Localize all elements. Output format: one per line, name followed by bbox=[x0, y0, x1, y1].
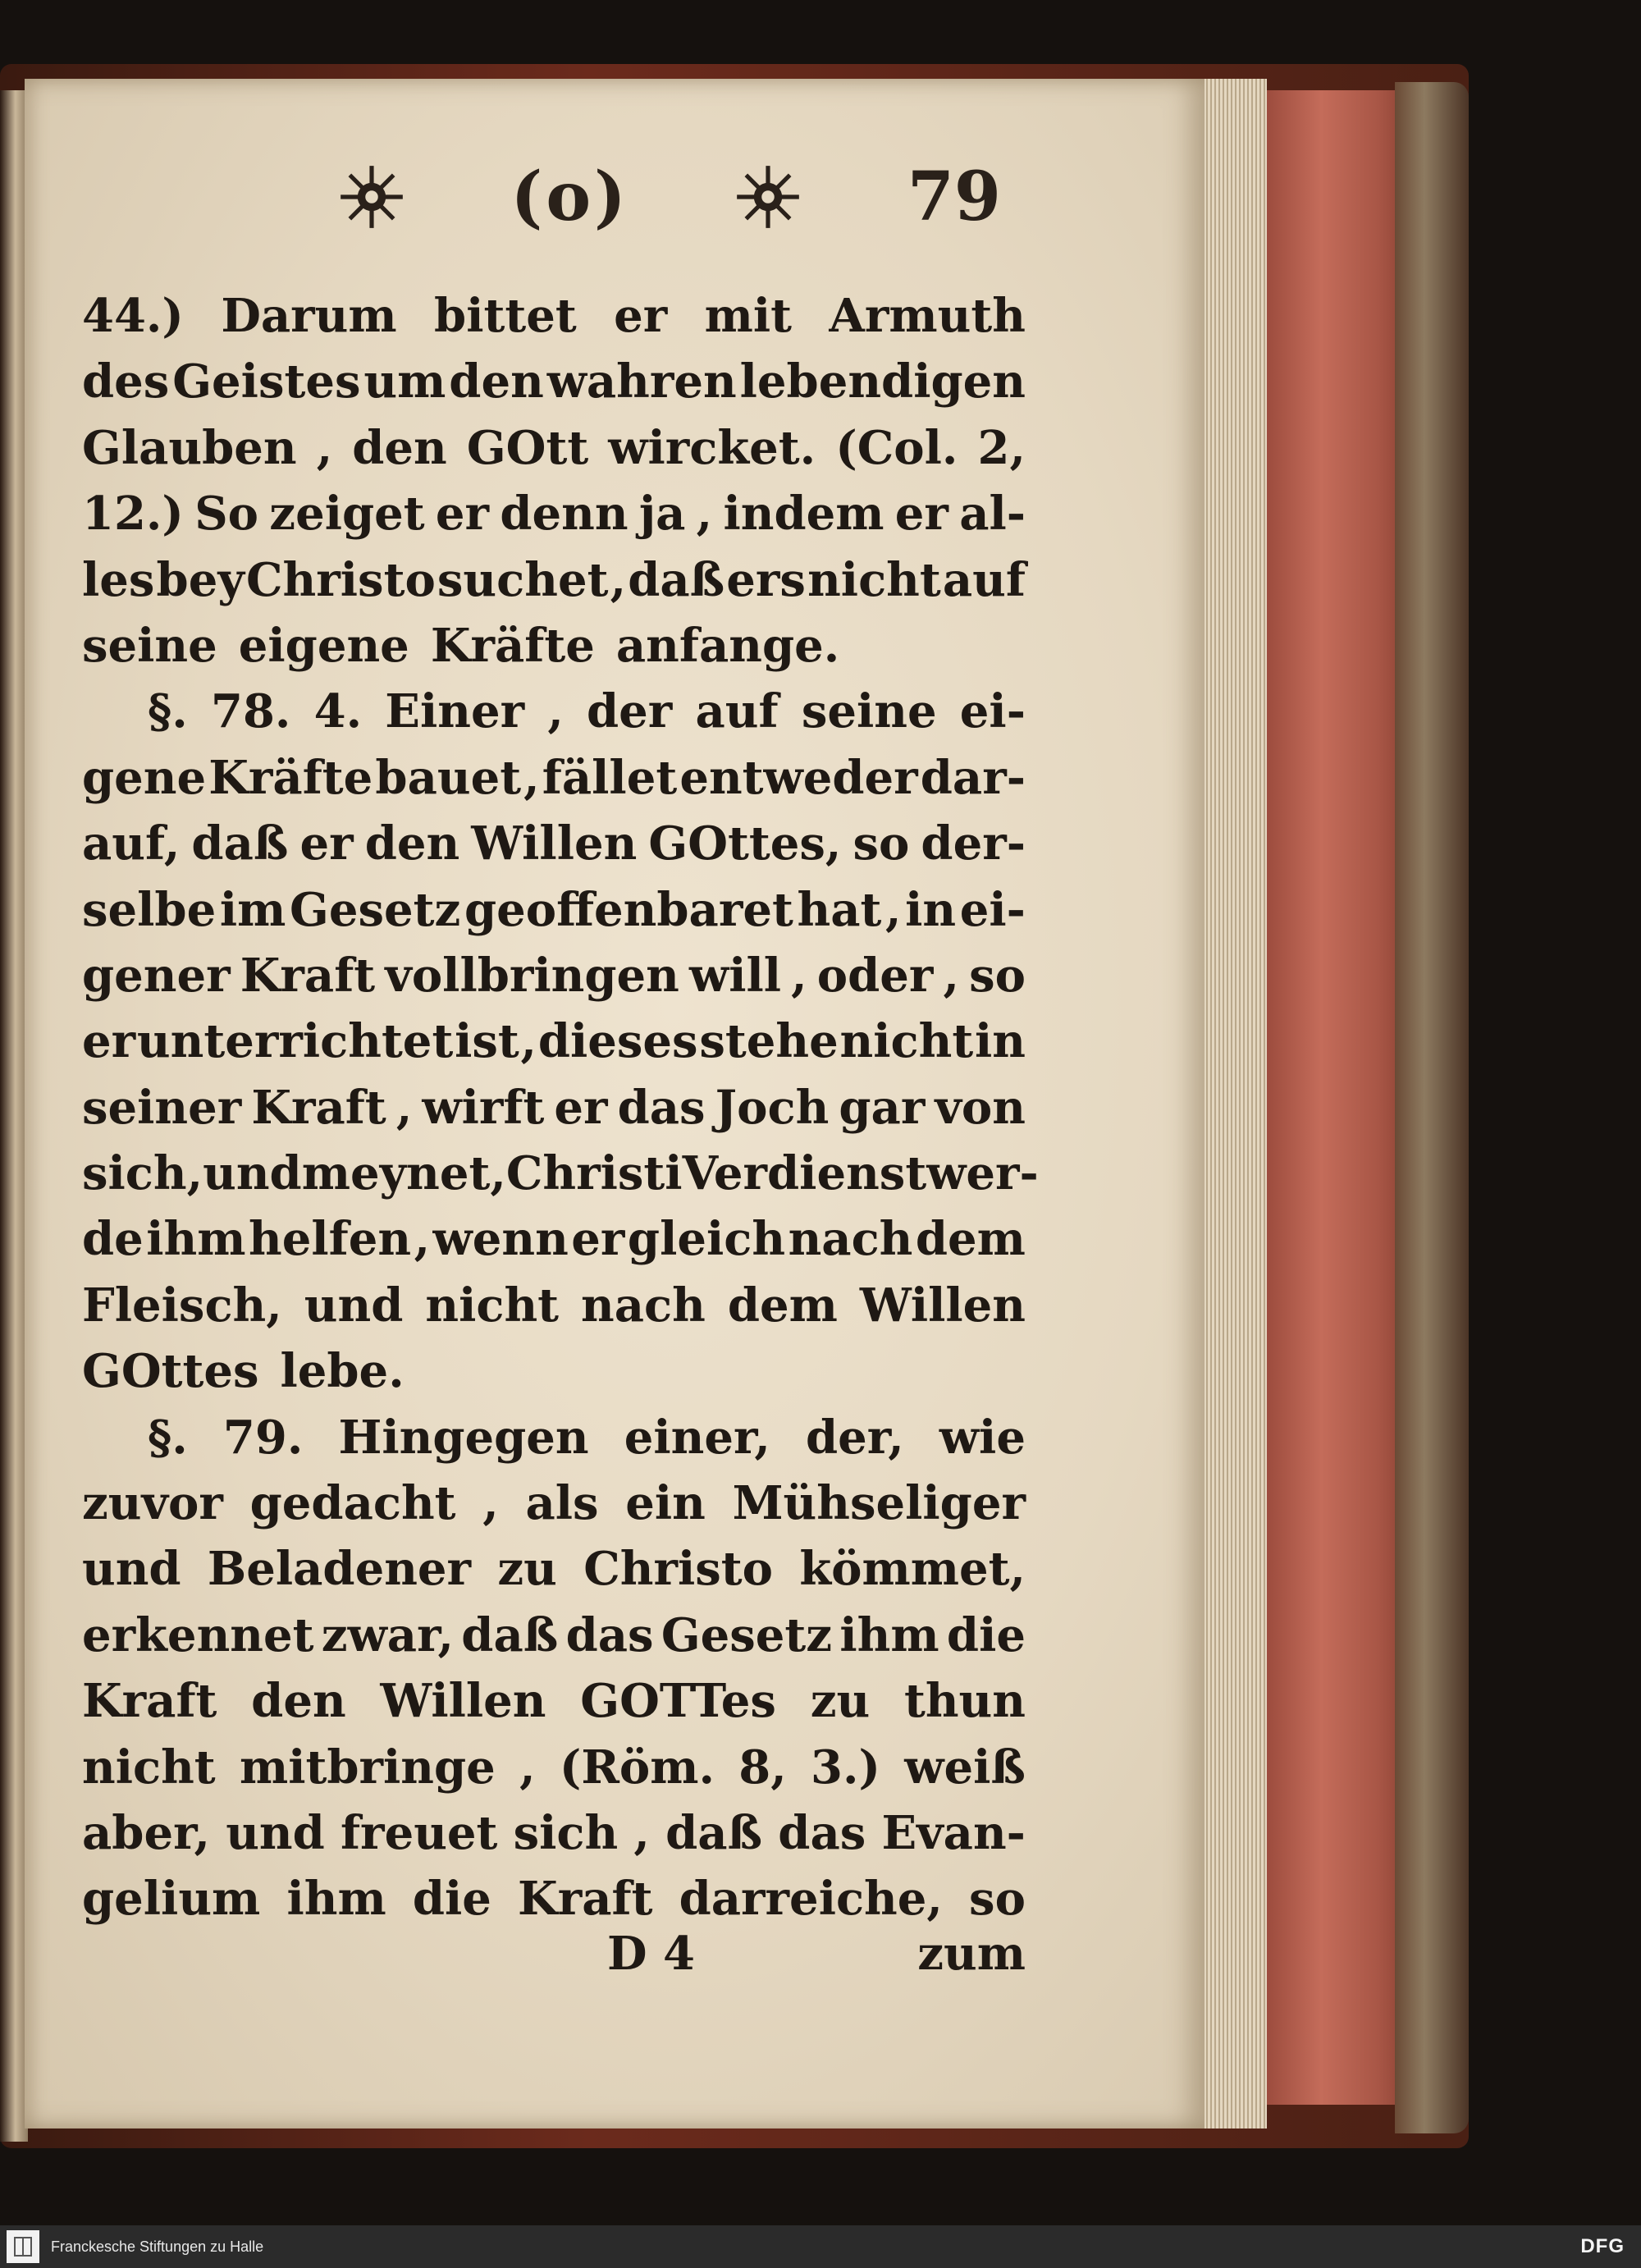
word: nicht bbox=[82, 1740, 216, 1795]
word: der, bbox=[806, 1410, 904, 1465]
word: er bbox=[435, 487, 490, 542]
word: vollbringen bbox=[385, 948, 679, 1003]
page-header bbox=[336, 160, 1001, 234]
word: so bbox=[969, 1872, 1026, 1927]
word: Hingegen bbox=[338, 1410, 589, 1465]
word: nach bbox=[788, 1212, 913, 1267]
word: Fleisch, bbox=[82, 1278, 282, 1333]
text-line bbox=[82, 1338, 1026, 1404]
word: lebendigen bbox=[739, 354, 1026, 409]
word: Kraft bbox=[518, 1872, 653, 1927]
word: ihm bbox=[839, 1607, 939, 1662]
word: eigene bbox=[238, 618, 409, 673]
viewer-footer bbox=[0, 2225, 1641, 2268]
word: GOtt bbox=[466, 420, 589, 475]
word: er bbox=[299, 816, 354, 871]
word: einer, bbox=[624, 1410, 770, 1465]
word: , bbox=[520, 1014, 537, 1069]
word: gleich bbox=[627, 1212, 786, 1267]
word: Gesetz bbox=[661, 1607, 833, 1662]
word: , bbox=[395, 1080, 413, 1135]
word: auf bbox=[695, 684, 779, 739]
word: gener bbox=[82, 948, 231, 1003]
word: freuet bbox=[340, 1805, 498, 1860]
word: wircket. bbox=[608, 420, 816, 475]
word: seine bbox=[801, 684, 937, 739]
word: Kraft bbox=[251, 1080, 386, 1135]
word: sich, bbox=[82, 1146, 203, 1201]
word: Kraft bbox=[240, 948, 376, 1003]
word: auf, bbox=[82, 816, 181, 871]
word: ist bbox=[455, 1014, 519, 1069]
word: er bbox=[614, 289, 668, 343]
word: (Röm. bbox=[559, 1740, 715, 1795]
text-line bbox=[82, 1536, 1026, 1602]
text-line bbox=[82, 811, 1026, 876]
word: meynet, bbox=[301, 1146, 506, 1201]
word: in bbox=[905, 882, 957, 937]
word: daß bbox=[191, 816, 289, 871]
word: wie bbox=[939, 1410, 1026, 1465]
word: er bbox=[571, 1212, 625, 1267]
word: bey bbox=[156, 552, 245, 607]
word: erkennet bbox=[82, 1607, 314, 1662]
word: §. bbox=[148, 684, 188, 739]
text-line bbox=[82, 1075, 1026, 1141]
word: kömmet, bbox=[799, 1542, 1026, 1597]
word: das bbox=[565, 1607, 654, 1662]
word: nicht bbox=[807, 552, 941, 607]
word: Willen bbox=[471, 816, 638, 871]
word: Willen bbox=[859, 1278, 1026, 1333]
word: aber, bbox=[82, 1805, 210, 1860]
word: bauet bbox=[375, 750, 522, 805]
word: wer- bbox=[926, 1146, 1039, 1201]
text-line bbox=[82, 943, 1026, 1008]
body-text bbox=[82, 283, 1039, 1932]
word: zwar, bbox=[321, 1607, 454, 1662]
word: von bbox=[935, 1080, 1026, 1135]
institution-name: Franckesche Stiftungen zu Halle bbox=[51, 2238, 264, 2255]
word: ei- bbox=[959, 684, 1026, 739]
word: , bbox=[885, 882, 902, 937]
word: er bbox=[554, 1080, 608, 1135]
word: daß bbox=[665, 1805, 763, 1860]
text-line bbox=[82, 1735, 1026, 1800]
word: daß bbox=[461, 1607, 559, 1662]
word: dar- bbox=[920, 750, 1026, 805]
text-line bbox=[82, 613, 1026, 679]
word: , bbox=[696, 487, 713, 542]
word: den bbox=[251, 1674, 346, 1729]
word: 79. bbox=[222, 1410, 304, 1465]
ornament-left-icon bbox=[336, 162, 407, 232]
word: und bbox=[226, 1805, 325, 1860]
word: und bbox=[82, 1542, 181, 1597]
word: , bbox=[316, 420, 333, 475]
word: (Col. bbox=[835, 420, 958, 475]
word: wenn bbox=[432, 1212, 569, 1267]
word: lebe. bbox=[280, 1344, 405, 1399]
text-line bbox=[82, 481, 1026, 546]
word: , bbox=[414, 1212, 431, 1267]
word: ei- bbox=[959, 882, 1026, 937]
text-line bbox=[82, 1405, 1026, 1470]
word: , bbox=[523, 750, 540, 805]
word: stehe bbox=[699, 1014, 839, 1069]
ornament-right-icon bbox=[733, 162, 803, 232]
text-line bbox=[82, 679, 1026, 744]
word: das bbox=[778, 1805, 866, 1860]
word: Evan- bbox=[881, 1805, 1026, 1860]
word: wirft bbox=[422, 1080, 545, 1135]
word: de bbox=[82, 1212, 144, 1267]
word: ers bbox=[726, 552, 806, 607]
text-line bbox=[82, 349, 1026, 414]
word: und bbox=[304, 1278, 404, 1333]
word: 4. bbox=[313, 684, 363, 739]
word: helfen bbox=[249, 1212, 412, 1267]
word: indem bbox=[723, 487, 884, 542]
word: 2, bbox=[977, 420, 1026, 475]
word: der bbox=[587, 684, 673, 739]
word: den bbox=[449, 354, 544, 409]
page-foot bbox=[82, 1917, 1026, 1991]
word: les bbox=[82, 552, 155, 607]
word: um bbox=[363, 354, 446, 409]
word: GOTTes bbox=[580, 1674, 776, 1729]
word: Armuth bbox=[829, 289, 1026, 343]
word: suchet bbox=[437, 552, 609, 607]
word: zeiget bbox=[269, 487, 425, 542]
word: Christi bbox=[505, 1146, 683, 1201]
word: sich bbox=[513, 1805, 619, 1860]
word: Darum bbox=[221, 289, 397, 343]
institution-logo-icon bbox=[7, 2230, 39, 2263]
page-number: 79 bbox=[907, 158, 1001, 236]
word: zuvor bbox=[82, 1476, 223, 1531]
word: Joch bbox=[715, 1080, 830, 1135]
word: nicht bbox=[425, 1278, 560, 1333]
word: er bbox=[82, 1014, 136, 1069]
text-line bbox=[82, 1603, 1026, 1668]
word: will bbox=[688, 948, 782, 1003]
word: §. bbox=[148, 1410, 188, 1465]
word: ein bbox=[625, 1476, 706, 1531]
word: des bbox=[82, 354, 170, 409]
word: den bbox=[352, 420, 447, 475]
book-cover-edge bbox=[1395, 82, 1469, 2133]
word: Christo bbox=[245, 552, 436, 607]
word: zu bbox=[497, 1542, 557, 1597]
signature-mark-bottom: D 4 bbox=[607, 1927, 696, 1981]
word: anfange. bbox=[615, 618, 840, 673]
word: daß bbox=[628, 552, 725, 607]
word: GOttes, bbox=[648, 816, 842, 871]
word: , bbox=[791, 948, 807, 1003]
word: oder bbox=[816, 948, 934, 1003]
word: Glauben bbox=[82, 420, 297, 475]
signature-mark: (o) bbox=[510, 158, 629, 236]
text-line bbox=[82, 547, 1026, 613]
word: 8, bbox=[738, 1740, 787, 1795]
text-line bbox=[82, 1800, 1026, 1866]
word: Geistes bbox=[172, 354, 361, 409]
text-line bbox=[82, 877, 1026, 943]
word: seine bbox=[82, 618, 217, 673]
word: mit bbox=[704, 289, 793, 343]
word: so bbox=[852, 816, 910, 871]
word: Willen bbox=[380, 1674, 546, 1729]
word: entweder bbox=[679, 750, 918, 805]
word: geoffenbaret bbox=[464, 882, 793, 937]
word: 3.) bbox=[811, 1740, 880, 1795]
word: , bbox=[610, 552, 627, 607]
word: So bbox=[194, 487, 258, 542]
text-line bbox=[82, 1206, 1026, 1272]
word: in bbox=[974, 1014, 1026, 1069]
word: 44.) bbox=[82, 289, 184, 343]
facing-page-edge bbox=[0, 90, 28, 2142]
word: Kräfte bbox=[430, 618, 595, 673]
text-line bbox=[82, 415, 1026, 481]
word: nach bbox=[581, 1278, 706, 1333]
word: Kräfte bbox=[208, 750, 373, 805]
word: Einer bbox=[385, 684, 525, 739]
word: denn bbox=[500, 487, 629, 542]
word: er bbox=[894, 487, 948, 542]
word: selbe bbox=[82, 882, 217, 937]
word: ihm bbox=[146, 1212, 246, 1267]
word: GOttes bbox=[82, 1344, 259, 1399]
word: so bbox=[969, 948, 1026, 1003]
word: thun bbox=[903, 1674, 1026, 1729]
text-line bbox=[82, 1273, 1026, 1338]
word: zu bbox=[810, 1674, 871, 1729]
word: Christo bbox=[583, 1542, 774, 1597]
word: gelium bbox=[82, 1872, 261, 1927]
word: 12.) bbox=[82, 487, 184, 542]
dfg-badge: DFG bbox=[1580, 2235, 1625, 2257]
word: das bbox=[617, 1080, 706, 1135]
text-line bbox=[82, 1008, 1026, 1074]
word: , bbox=[482, 1476, 499, 1531]
word: hat bbox=[797, 882, 882, 937]
text-line bbox=[82, 745, 1026, 811]
text-line bbox=[82, 1141, 1039, 1206]
word: die bbox=[946, 1607, 1026, 1662]
word: die bbox=[412, 1872, 491, 1927]
text-line bbox=[82, 1668, 1026, 1734]
word: nicht bbox=[839, 1014, 974, 1069]
word: auf bbox=[942, 552, 1026, 607]
word: gar bbox=[839, 1080, 926, 1135]
text-line bbox=[82, 1470, 1026, 1536]
word: im bbox=[219, 882, 286, 937]
word: den bbox=[364, 816, 460, 871]
word: darreiche, bbox=[679, 1872, 943, 1927]
word: bittet bbox=[434, 289, 577, 343]
word: seiner bbox=[82, 1080, 242, 1135]
word: gene bbox=[82, 750, 207, 805]
word: ja bbox=[638, 487, 686, 542]
word: und bbox=[203, 1146, 302, 1201]
word: der- bbox=[921, 816, 1026, 871]
word: , bbox=[547, 684, 564, 739]
word: Gesetz bbox=[290, 882, 461, 937]
word: Beladener bbox=[207, 1542, 472, 1597]
word: gedacht bbox=[249, 1476, 456, 1531]
word: mitbringe bbox=[239, 1740, 496, 1795]
word: dem bbox=[727, 1278, 838, 1333]
word: ihm bbox=[286, 1872, 386, 1927]
text-line bbox=[82, 283, 1026, 349]
word: wahren bbox=[546, 354, 737, 409]
word: dem bbox=[915, 1212, 1026, 1267]
word: Kraft bbox=[82, 1674, 217, 1729]
word: , bbox=[519, 1740, 536, 1795]
word: Verdienst bbox=[682, 1146, 927, 1201]
word: , bbox=[943, 948, 959, 1003]
word: Mühseliger bbox=[732, 1476, 1026, 1531]
word: als bbox=[525, 1476, 599, 1531]
word: dieses bbox=[537, 1014, 698, 1069]
word: fället bbox=[542, 750, 678, 805]
catchword: zum bbox=[917, 1927, 1026, 1981]
word: unterrichtet bbox=[136, 1014, 454, 1069]
word: , bbox=[633, 1805, 650, 1860]
word: weiß bbox=[904, 1740, 1026, 1795]
word: al- bbox=[959, 487, 1026, 542]
word: 78. bbox=[210, 684, 291, 739]
